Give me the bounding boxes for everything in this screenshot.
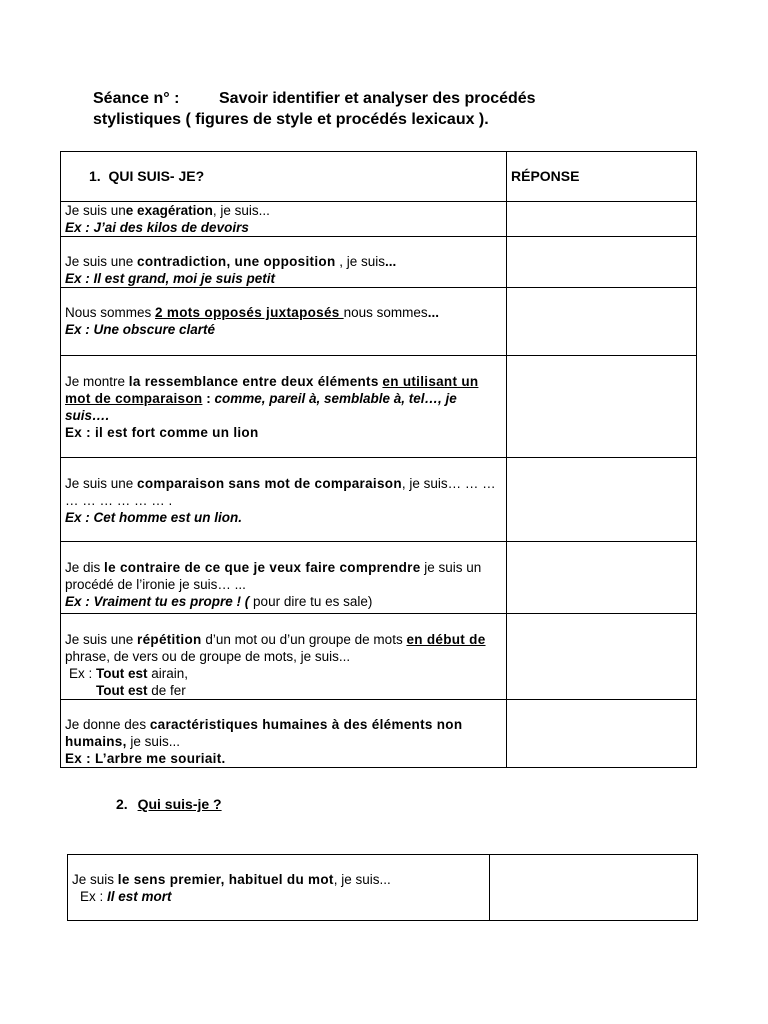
example-text: Ex : Vraiment tu es propre ! ( [65, 594, 250, 609]
question-cell [61, 542, 507, 614]
answer-cell[interactable] [507, 542, 697, 614]
question-keyword: la ressemblance entre deux éléments [128, 374, 379, 389]
table-header-row [61, 152, 697, 202]
table-row [61, 202, 697, 237]
example-text: Ex : [80, 889, 108, 904]
answer-cell[interactable] [507, 700, 697, 768]
question-text: Je suis [72, 872, 118, 887]
question-cell [61, 288, 507, 356]
table-row [61, 288, 697, 356]
question-text: : [202, 391, 215, 406]
table-row [61, 700, 697, 768]
example-text: Ex : Cet homme est un lion. [65, 510, 243, 525]
question-text: Je suis une [65, 632, 138, 647]
question-text: ... [385, 254, 397, 269]
question-text: Je suis un [65, 203, 126, 218]
table-row [61, 356, 697, 458]
question-keyword: comparaison sans mot de comparaison [137, 476, 402, 491]
title-line-2: stylistiques ( figures de style et procédés lexicaux ). [93, 111, 489, 128]
question-cell [68, 855, 490, 921]
session-label: Séance n° : [93, 90, 180, 107]
example-text: de fer [147, 683, 186, 698]
question-text: ... [427, 305, 439, 320]
question-keyword: répétition [137, 632, 202, 647]
question-number: 1. [89, 168, 101, 184]
table-row [61, 237, 697, 288]
question-text: d’un mot ou d’un groupe de mots [201, 632, 407, 647]
question-keyword: 2 mots opposés juxtaposés [155, 305, 344, 320]
worksheet-title [93, 88, 653, 130]
question-text: , je suis... [212, 203, 270, 218]
question-text: , je suis [335, 254, 386, 269]
exercise-table-1 [60, 151, 697, 768]
table-row [61, 542, 697, 614]
answer-cell[interactable] [507, 614, 697, 700]
question-keyword: comme, pareil à, semblable à, tel…, je suis…. [65, 391, 457, 423]
question-text: je suis... [126, 734, 180, 749]
question-text: , je suis… … … … … … … … … . [65, 476, 496, 508]
question-text: je suis un procédé de l’ironie je suis… ... [65, 560, 482, 592]
example-text: Ex : L’arbre me souriait. [65, 751, 226, 766]
example-text: airain, [147, 666, 189, 681]
answer-column-header: RÉPONSE [507, 152, 697, 202]
question-keyword: le sens premier, habituel du mot [117, 872, 334, 887]
answer-cell[interactable] [507, 458, 697, 542]
answer-cell[interactable] [507, 237, 697, 288]
table-row [61, 458, 697, 542]
question-cell [61, 356, 507, 458]
question-keyword: caractéristiques humaines à des éléments non humains, [65, 717, 463, 749]
question-text: Je montre [65, 374, 129, 389]
table-row [68, 855, 698, 921]
question-cell [61, 614, 507, 700]
example-note: pour dire tu es sale) [249, 594, 373, 609]
example-text: Ex : [69, 666, 97, 681]
question-text: nous sommes [343, 305, 428, 320]
title-text-1: Savoir identifier et analyser des procédés [219, 90, 536, 107]
question-text: phrase, de vers ou de groupe de mots, je suis... [65, 649, 351, 664]
answer-cell[interactable] [507, 356, 697, 458]
example-text: Il est mort [107, 889, 172, 904]
answer-cell[interactable] [490, 855, 698, 921]
answer-cell[interactable] [507, 202, 697, 237]
example-keyword: Tout est [96, 666, 148, 681]
example-text: Ex : J’ai des kilos de devoirs [65, 220, 249, 235]
exercise-table-2 [67, 854, 698, 921]
question-cell [61, 202, 507, 237]
question-cell [61, 700, 507, 768]
title-line-1 [93, 88, 653, 109]
section-2-heading [116, 796, 222, 812]
table-row [61, 614, 697, 700]
question-keyword: en début de [406, 632, 486, 647]
example-text: Ex : il est fort comme un lion [65, 425, 259, 440]
question-column-label: QUI SUIS- JE? [108, 168, 205, 184]
example-text: Ex : Une obscure clarté [65, 322, 216, 337]
section-2-number: 2. [116, 796, 128, 812]
section-2-label: Qui suis-je ? [137, 796, 222, 812]
question-keyword: le contraire de ce que je veux faire comprendre [104, 560, 421, 575]
question-cell [61, 237, 507, 288]
question-text: Je suis une [65, 254, 138, 269]
question-text: Je dis [65, 560, 105, 575]
question-cell [61, 458, 507, 542]
question-text: , je suis... [333, 872, 391, 887]
example-text: Ex : Il est grand, moi je suis petit [65, 271, 276, 286]
question-text: Je donne des [65, 717, 150, 732]
answer-cell[interactable] [507, 288, 697, 356]
question-text: Nous sommes [65, 305, 156, 320]
question-column-header [61, 152, 507, 202]
question-text: Je suis une [65, 476, 138, 491]
example-keyword: Tout est [96, 683, 148, 698]
question-keyword: e exagération [125, 203, 213, 218]
question-keyword: en utilisant un mot de comparaison [65, 374, 479, 406]
question-keyword: contradiction, une opposition [137, 254, 336, 269]
